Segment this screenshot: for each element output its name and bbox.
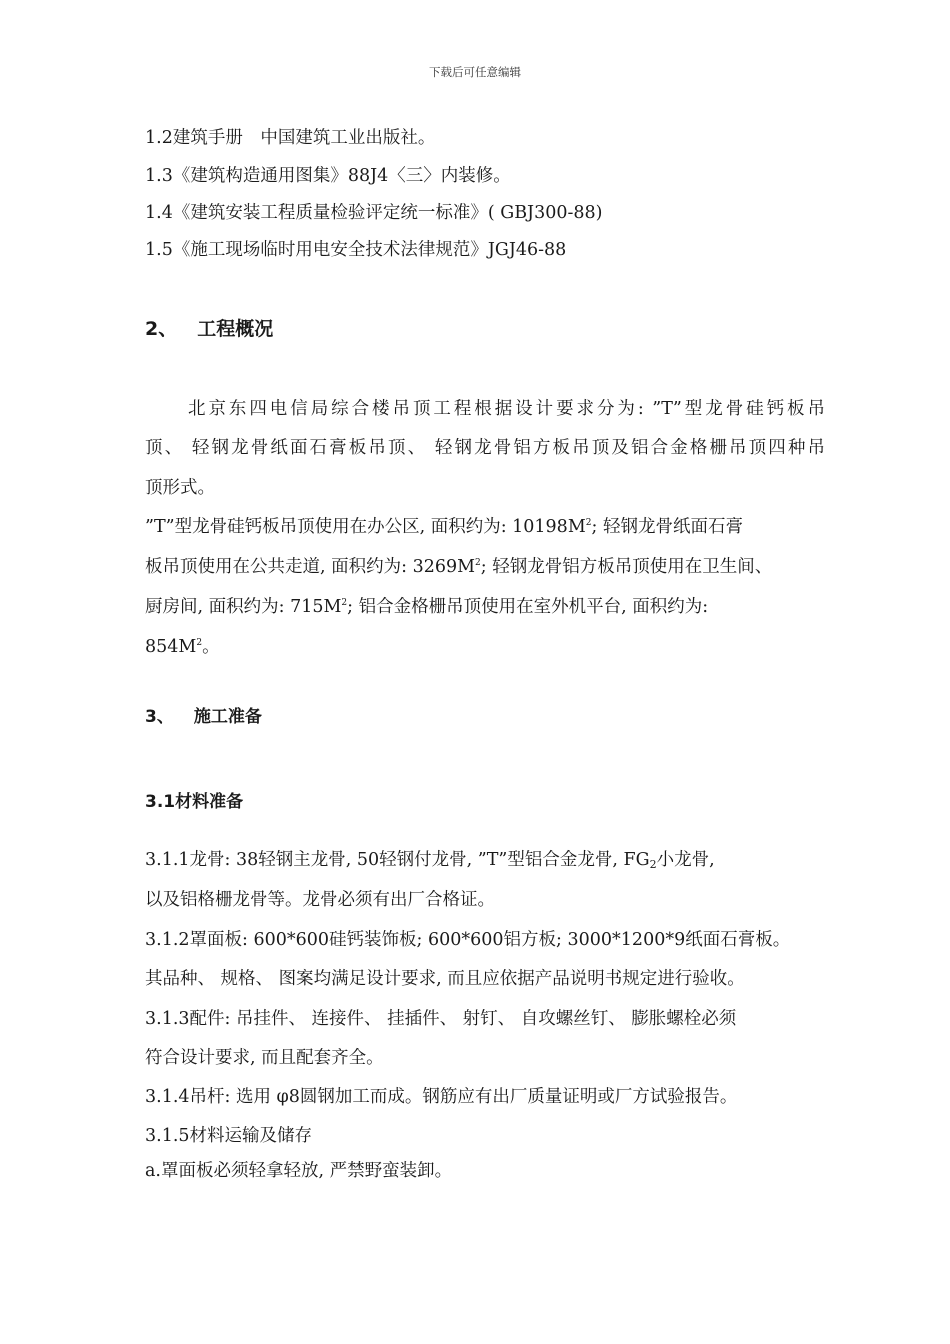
item-3-1-1-line2: 以及铝格栅龙骨等。龙骨必须有出厂合格证。 xyxy=(145,890,495,910)
item-3-1-3-line2: 符合设计要求, 而且配套齐全。 xyxy=(145,1048,384,1068)
overview-para2-line2 xyxy=(145,555,772,579)
overview-text: ; 轻钢龙骨铝方板吊顶使用在卫生间、 xyxy=(480,557,773,577)
item-3-1-5: 3.1.5材料运输及储存 xyxy=(145,1126,313,1146)
page-header: 下载后可任意编辑 xyxy=(429,65,521,79)
item-3-1-4: 3.1.4吊杆: 选用 φ8圆钢加工而成。钢筋应有出厂质量证明或厂方试验报告。 xyxy=(145,1087,738,1107)
item-3-1-2-line2: 其品种、 规格、 图案均满足设计要求, 而且应依据产品说明书规定进行验收。 xyxy=(145,969,745,989)
superscript-2: 2 xyxy=(341,598,348,608)
overview-para2-line3 xyxy=(145,595,708,619)
subscript-2: 2 xyxy=(649,858,657,871)
item-3-1-1-line1 xyxy=(145,848,715,872)
overview-area-kitchen: 厨房间, 面积约为: 715M xyxy=(145,597,342,617)
overview-text: ; 轻钢龙骨纸面石膏 xyxy=(591,517,743,537)
overview-para2-line4 xyxy=(145,635,220,659)
overview-para1-line1: 北京东四电信局综合楼吊顶工程根据设计要求分为: ”T”型龙骨硅钙板吊 xyxy=(188,399,825,419)
superscript-2: 2 xyxy=(196,638,203,648)
superscript-2: 2 xyxy=(475,558,481,568)
section-3-heading xyxy=(145,705,262,729)
item-3-1-2-line1: 3.1.2罩面板: 600*600硅钙装饰板; 600*600铝方板; 3000*1200*9纸面石膏板。 xyxy=(145,930,791,950)
overview-text: 。 xyxy=(202,637,220,657)
overview-para1-line3: 顶形式。 xyxy=(145,478,215,498)
item-3-1-5-a: a.罩面板必须轻拿轻放, 严禁野蛮装卸。 xyxy=(145,1161,453,1181)
section-3-number: 3、 xyxy=(145,707,174,727)
overview-para2-line1 xyxy=(145,515,743,539)
overview-area-office: ”T”型龙骨硅钙板吊顶使用在办公区, 面积约为: 10198M xyxy=(145,517,586,537)
reference-1-3: 1.3《建筑构造通用图集》88J4〈三〉内装修。 xyxy=(145,166,511,186)
item-3-1-1-text-end: 小龙骨, xyxy=(656,850,715,870)
overview-area-platform: 854M xyxy=(145,637,197,657)
section-2-heading xyxy=(145,317,273,341)
item-3-1-1-text: 3.1.1龙骨: 38轻钢主龙骨, 50轻钢付龙骨, ”T”型铝合金龙骨, FG xyxy=(145,850,650,870)
reference-1-4: 1.4《建筑安装工程质量检验评定统一标准》( GBJ300-88) xyxy=(145,203,603,223)
section-2-title: 工程概况 xyxy=(197,318,274,340)
section-2-number: 2、 xyxy=(145,318,178,340)
subsection-3-1-title: 3.1材料准备 xyxy=(145,792,244,812)
superscript-2: 2 xyxy=(585,518,592,528)
overview-area-corridor: 板吊顶使用在公共走道, 面积约为: 3269M xyxy=(145,557,476,577)
overview-para1-line2: 顶、 轻钢龙骨纸面石膏板吊顶、 轻钢龙骨铝方板吊顶及铝合金格栅吊顶四种吊 xyxy=(145,438,825,458)
overview-text: ; 铝合金格栅吊顶使用在室外机平台, 面积约为: xyxy=(347,597,709,617)
item-3-1-3-line1: 3.1.3配件: 吊挂件、 连接件、 挂插件、 射钉、 自攻螺丝钉、 膨胀螺栓必须 xyxy=(145,1009,737,1029)
reference-1-5: 1.5《施工现场临时用电安全技术法律规范》JGJ46-88 xyxy=(145,240,567,260)
section-3-title: 施工准备 xyxy=(193,707,262,727)
reference-1-2: 1.2建筑手册 中国建筑工业出版社。 xyxy=(145,128,436,148)
